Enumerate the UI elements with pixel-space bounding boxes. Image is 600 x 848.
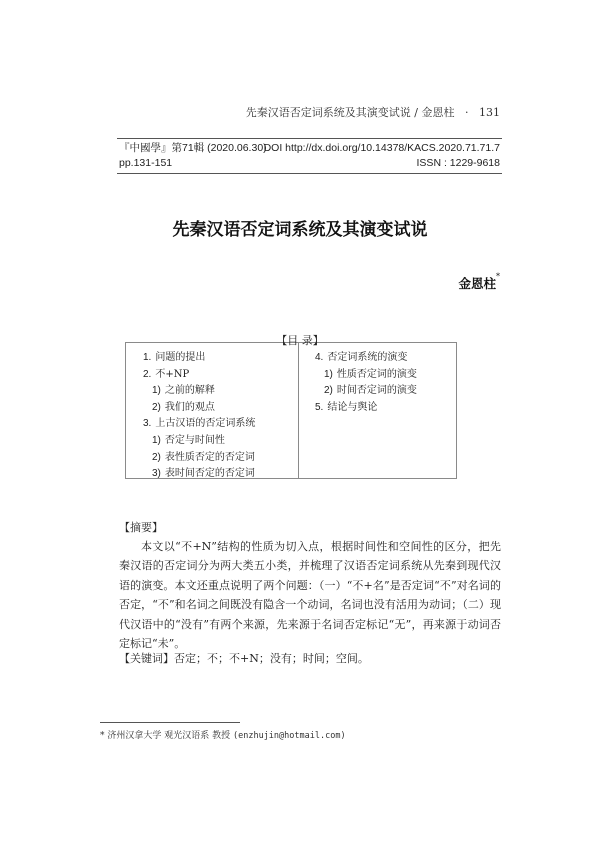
footnote-mark: * xyxy=(100,731,105,741)
toc-item-label: 不+NP xyxy=(155,368,190,380)
running-head-dot: · xyxy=(465,106,469,119)
toc-item-number: 4. xyxy=(315,352,324,363)
toc-item[interactable] xyxy=(143,450,293,467)
toc-item-label: 否定词系统的演变 xyxy=(327,352,408,363)
toc-heading: 【目 录】 xyxy=(276,334,324,347)
publication-meta xyxy=(117,138,502,174)
toc-item-label: 表性质否定的否定词 xyxy=(164,451,255,463)
running-head-author: 金恩柱 xyxy=(421,106,455,119)
author-footnote-mark[interactable]: * xyxy=(496,272,500,281)
abstract-text: 本文以“不+N”结构的性质为切入点，根据时间性和空间性的区分，把先秦汉语的否定词分为两大类五小类，并梳理了汉语否定词系统从先秦到现代汉语的演变。本文还重点说明了两个问题：（一）“不+名”是否定词“不”对名词的否定，“不”和名词之间既没有隐含一个动词，名词也没有活用为动词；（二）现代汉语中的“没有”有两个来源，先来源于名词否定标记“无”，再来源于动词否定标记“未”。 xyxy=(119,540,501,651)
toc-item-number: 2) xyxy=(152,451,161,463)
toc-item[interactable] xyxy=(315,400,455,417)
toc-item[interactable] xyxy=(315,367,455,384)
toc-item[interactable] xyxy=(143,383,293,400)
keywords xyxy=(119,650,369,666)
toc-item[interactable] xyxy=(143,400,293,417)
toc-item-number: 1. xyxy=(143,352,152,363)
toc-item-label: 之前的解释 xyxy=(164,385,215,397)
toc-item-number: 2. xyxy=(143,368,152,380)
issn: ISSN : 1229-9618 xyxy=(416,157,500,169)
toc-item-number: 1) xyxy=(152,385,161,397)
journal-info xyxy=(119,141,267,156)
author-name xyxy=(458,274,500,292)
toc-left-column xyxy=(143,350,293,483)
author-name-text: 金恩柱 xyxy=(458,276,496,291)
journal-date: (2020.06.30) xyxy=(207,142,267,154)
abstract-label: 【摘要】 xyxy=(119,521,163,534)
toc-item-label: 性质否定词的演变 xyxy=(336,368,417,380)
running-head xyxy=(246,104,500,120)
toc-item-label: 我们的观点 xyxy=(164,401,215,413)
toc-item-number: 1) xyxy=(152,434,161,446)
footnote xyxy=(100,728,346,741)
page-number: 131 xyxy=(479,106,500,119)
footnote-email[interactable]: (enzhujin@hotmail.com) xyxy=(232,731,346,741)
running-head-separator: / xyxy=(414,106,418,119)
toc-item[interactable] xyxy=(143,466,293,483)
paper-title: 先秦汉语否定词系统及其演变试说 xyxy=(172,220,428,240)
toc-item[interactable] xyxy=(315,383,455,400)
toc-item-number: 5. xyxy=(315,401,324,413)
doi-link[interactable]: DOI http://dx.doi.org/10.14378/KACS.2020.71.71.7 xyxy=(263,142,500,154)
toc-item-number: 2) xyxy=(324,385,333,397)
journal-name: 『中國學』第71輯 xyxy=(119,142,205,154)
toc-item-label: 问题的提出 xyxy=(155,352,206,363)
running-head-title: 先秦汉语否定词系统及其演变试说 xyxy=(245,106,411,119)
toc-item-number: 1) xyxy=(324,368,333,380)
toc-item[interactable] xyxy=(143,416,293,433)
toc-right-column xyxy=(315,350,455,416)
toc-item[interactable] xyxy=(143,367,293,384)
toc-item-label: 表时间否定的否定词 xyxy=(164,468,255,480)
footnote-rule xyxy=(100,722,240,723)
toc-item-number: 3. xyxy=(143,418,152,430)
keywords-text: 否定；不；不+N；没有；时间；空间。 xyxy=(174,652,369,665)
toc-divider xyxy=(298,342,299,479)
page-range: pp.131-151 xyxy=(119,157,173,169)
keywords-label: 【关键词】 xyxy=(119,652,174,665)
toc-item-number: 3) xyxy=(152,468,161,480)
toc-item-label: 时间否定词的演变 xyxy=(336,385,417,397)
toc-item-label: 上古汉语的否定词系统 xyxy=(155,418,256,430)
toc-item[interactable] xyxy=(143,433,293,450)
toc-item[interactable] xyxy=(143,350,293,367)
toc-item[interactable] xyxy=(315,350,455,367)
footnote-affiliation: 济州汉拿大学 观光汉语系 教授 xyxy=(107,731,231,741)
toc-item-label: 结论与舆论 xyxy=(327,401,378,413)
toc-item-number: 2) xyxy=(152,401,161,413)
toc-item-label: 否定与时间性 xyxy=(164,434,225,446)
